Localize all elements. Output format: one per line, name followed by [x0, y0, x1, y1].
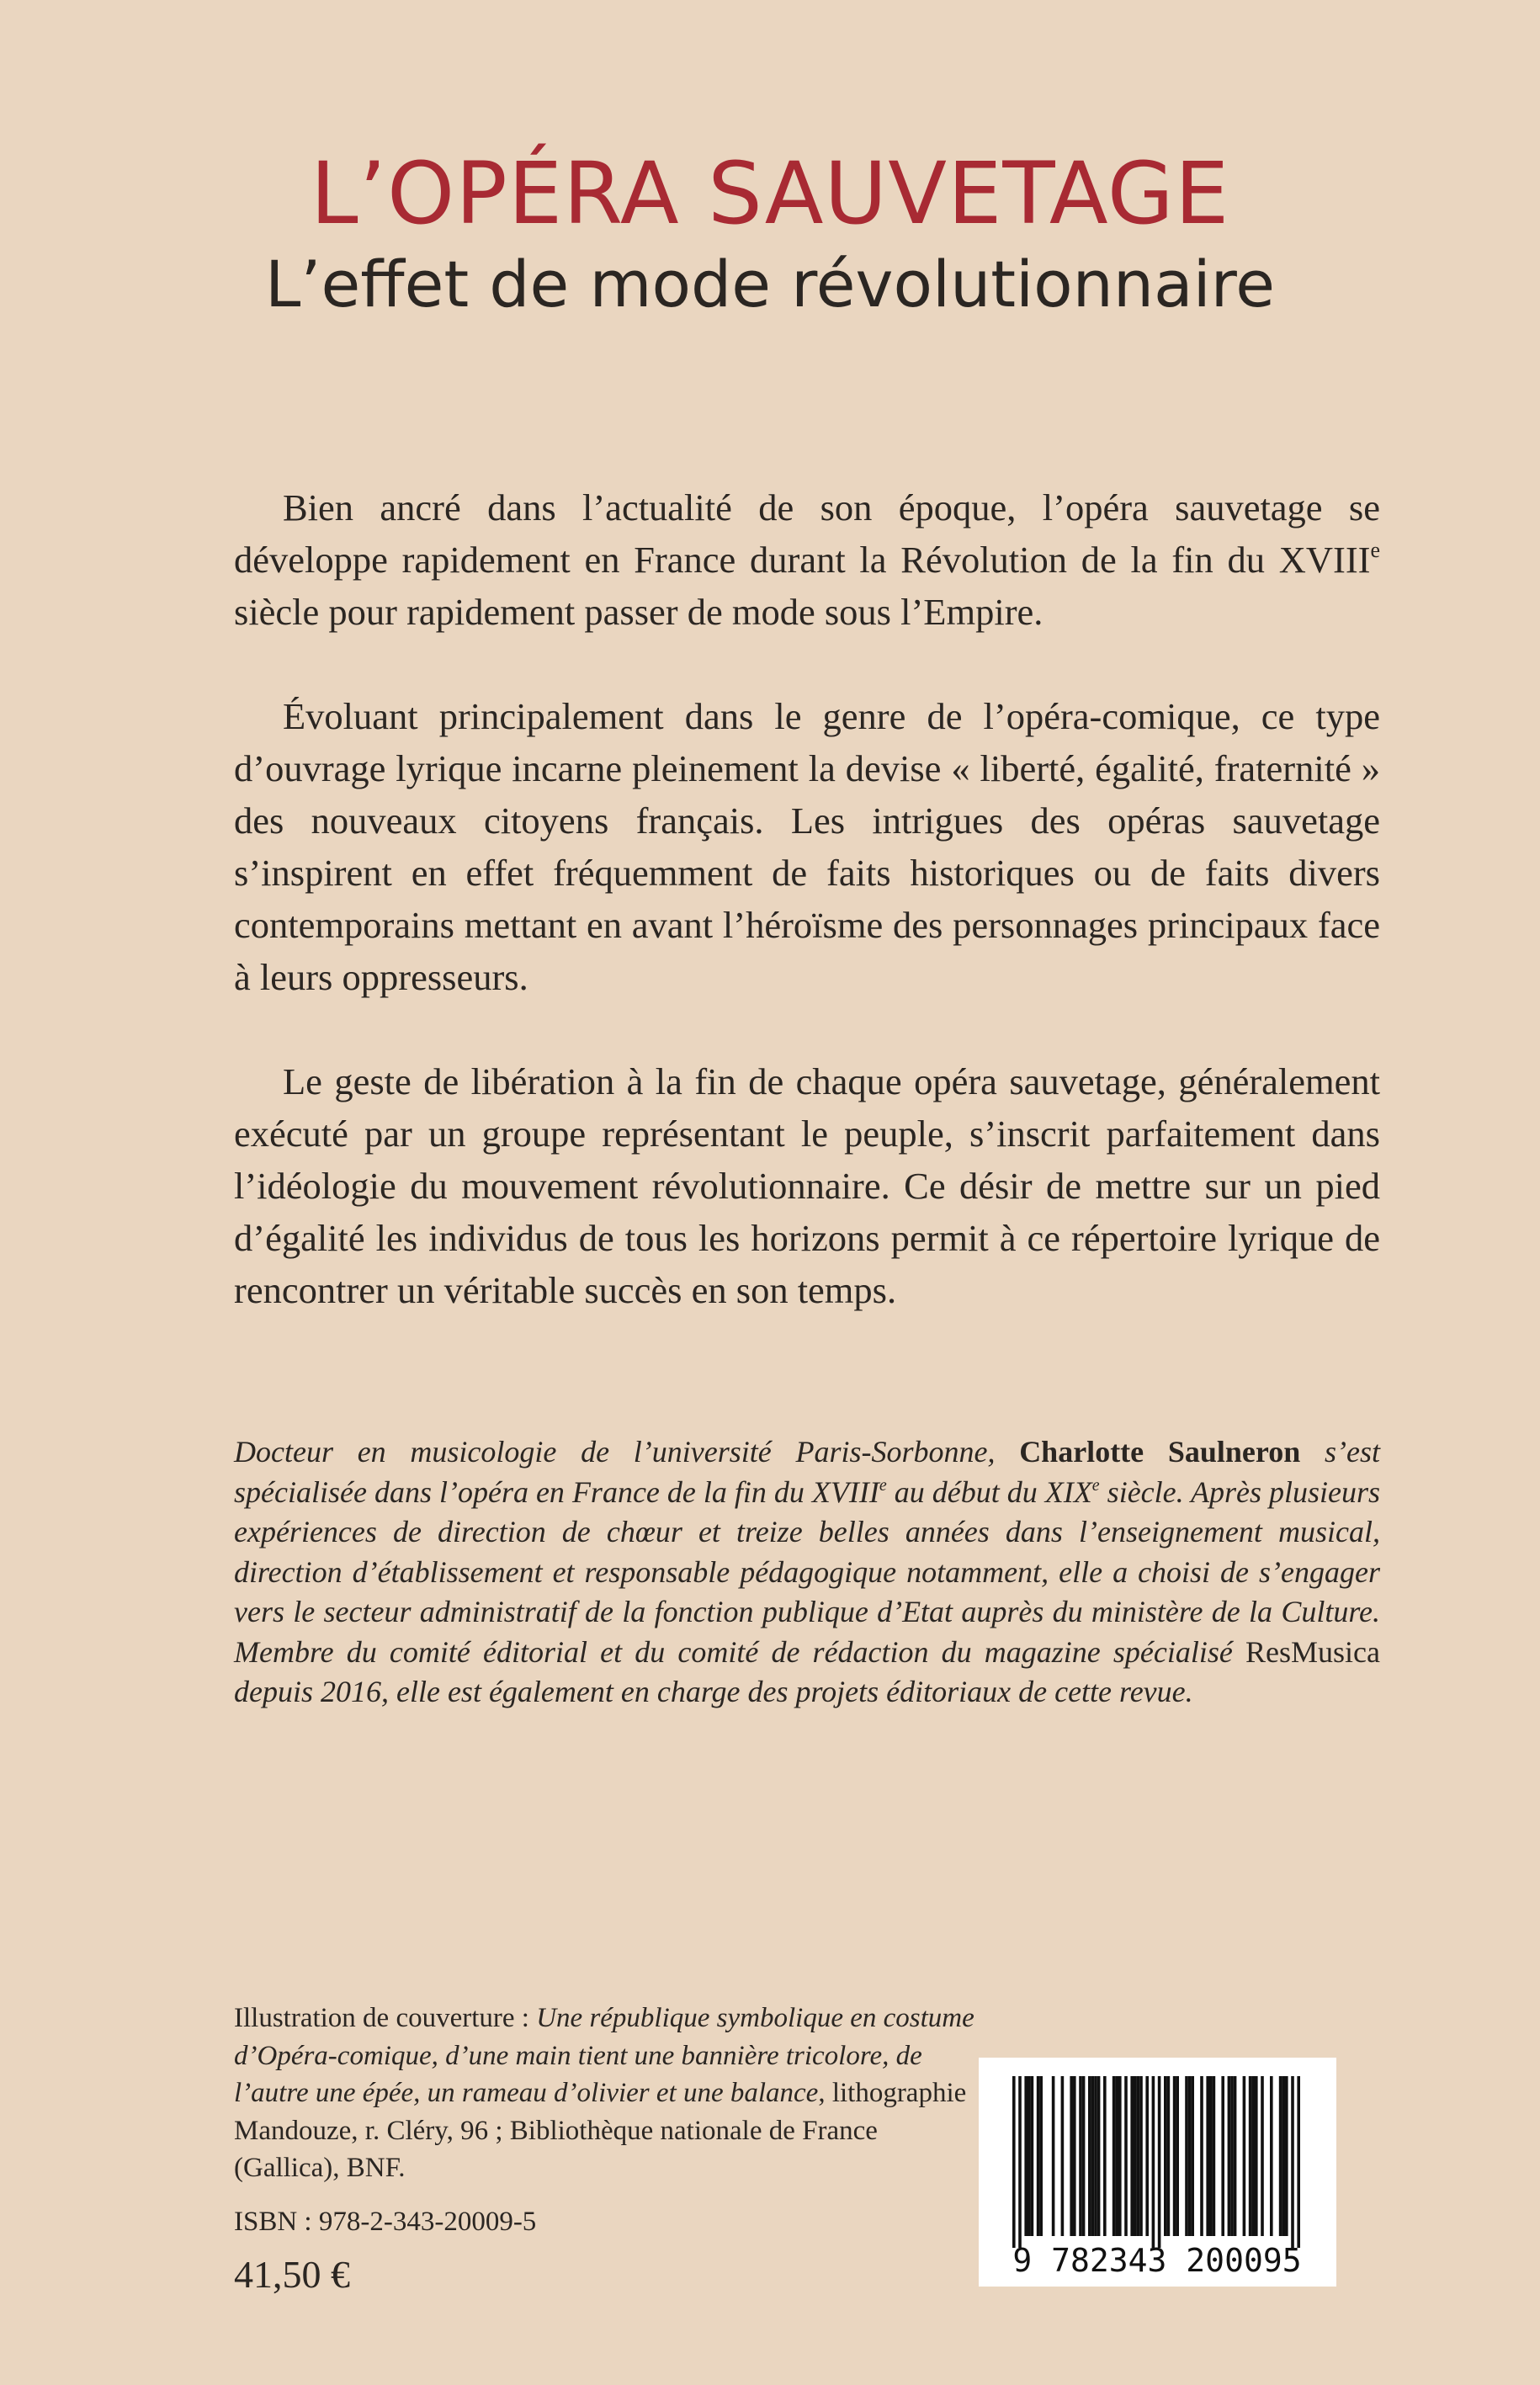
barcode-bar	[1088, 2076, 1091, 2236]
barcode-bar	[1167, 2076, 1171, 2236]
barcode-bar	[1200, 2076, 1203, 2236]
barcode-bar	[1137, 2076, 1140, 2236]
barcode-bar	[1279, 2076, 1282, 2236]
barcode-bar	[1012, 2076, 1016, 2248]
barcode-bar	[1152, 2076, 1155, 2248]
barcode-bar	[1082, 2076, 1086, 2236]
barcode-bar	[1018, 2076, 1022, 2248]
barcode-bar	[1079, 2076, 1082, 2236]
barcode-bar	[1097, 2076, 1101, 2236]
illustration-credits: Illustration de couverture : Une république symbolique en costume d’Opéra-comique, d’une main tient une bannière tricolore, de l’autre une épée, un rameau d’olivier et une balance, lithographie Mandouze, r. Cléry, 96 ; Bibliothèque nationale de France (Gallica), BNF.	[234, 2003, 974, 2183]
barcode-bar	[1061, 2076, 1065, 2236]
barcode-bar	[1130, 2076, 1134, 2236]
summary-paragraph-2: Évoluant principalement dans le genre de l’opéra-comique, ce type d’ouvrage lyrique incarne pleinement la devise « liberté, égalité, fraternité » des nouveaux citoyens français. Les intrigues des opéras sauvetage s’inspirent en effet fréquemment de faits historiques ou de faits divers contemporains mettant en avant l’héroïsme des personnages principaux face à leurs oppresseurs.	[234, 695, 1380, 998]
barcode-bar	[1251, 2076, 1255, 2236]
barcode-bar	[1297, 2076, 1300, 2248]
title-block	[0, 144, 1540, 321]
isbn: ISBN : 978-2-343-20009-5	[234, 2207, 537, 2237]
barcode-bar	[1176, 2076, 1179, 2236]
barcode-bar	[1039, 2076, 1043, 2236]
barcode-bar	[1145, 2076, 1149, 2236]
barcode-bar	[1094, 2076, 1097, 2236]
barcode-bar	[1124, 2076, 1128, 2236]
barcode-bar	[1103, 2076, 1107, 2236]
barcode-bar	[1073, 2076, 1076, 2236]
barcode-bar	[1243, 2076, 1246, 2236]
barcode-bar	[1270, 2076, 1273, 2236]
barcode-bar	[1052, 2076, 1055, 2236]
author-bio: Docteur en musicologie de l’université Paris-Sorbonne, Charlotte Saulneron s’est spécialisée dans l’opéra en France de la fin du XVIIIe au début du XIXe siècle. Après plusieurs expériences de direction de chœur et treize belles années dans l’enseignement musical, direction d’établissement et responsable pédagogique notamment, elle a choisi de s’engager vers le secteur administratif de la fonction publique d’Etat auprès du ministère de la Culture. Membre du comité éditorial et du comité de rédaction du magazine spécialisé ResMusica depuis 2016, elle est également en charge des projets éditoriaux de cette revue.	[234, 1435, 1380, 1708]
barcode-bar	[1139, 2076, 1143, 2236]
author-name: Charlotte Saulneron	[1019, 1435, 1301, 1469]
barcode-bar	[1230, 2076, 1234, 2236]
magazine-name: ResMusica	[1245, 1634, 1380, 1669]
barcode-bar	[1282, 2076, 1285, 2236]
barcode-bars	[979, 2058, 1336, 2287]
barcode-bar	[1255, 2076, 1258, 2236]
barcode-bar	[1249, 2076, 1252, 2236]
barcode-bar	[1158, 2076, 1161, 2248]
barcode	[979, 2058, 1336, 2287]
book-title: L’OPÉRA SAUVETAGE	[310, 144, 1230, 244]
barcode-bar	[1221, 2076, 1224, 2236]
barcode-bar	[1091, 2076, 1095, 2236]
barcode-bar	[1115, 2076, 1118, 2236]
summary-text	[234, 481, 1380, 1368]
barcode-bar	[1191, 2076, 1194, 2236]
barcode-bar	[1113, 2076, 1116, 2236]
summary-paragraph-1: Bien ancré dans l’actualité de son époque, l’opéra sauvetage se développe rapidement en France durant la Révolution de la fin du XVIIIe siècle pour rapidement passer de mode sous l’Empire.	[234, 486, 1380, 633]
book-subtitle: L’effet de mode révolutionnaire	[264, 247, 1276, 321]
barcode-bar	[1134, 2076, 1137, 2236]
barcode-digits: 9 782343 200095	[1012, 2242, 1302, 2279]
summary-paragraph-3: Le geste de libération à la fin de chaque opéra sauvetage, généralement exécuté par un groupe représentant le peuple, s’inscrit parfaitement dans l’idéologie du mouvement révolutionnaire. Ce désir de mettre sur un pied d’égalité les individus de tous les horizons permit à ce répertoire lyrique de rencontrer un véritable succès en son temps.	[234, 1060, 1380, 1311]
barcode-bar	[1285, 2076, 1288, 2236]
barcode-bar	[1209, 2076, 1213, 2236]
barcode-bar	[1291, 2076, 1294, 2248]
barcode-bar	[1024, 2076, 1028, 2236]
barcode-bar	[1031, 2076, 1034, 2236]
barcode-bar	[1261, 2076, 1264, 2236]
barcode-bar	[1070, 2076, 1073, 2236]
barcode-bar	[1118, 2076, 1122, 2236]
barcode-bar	[1185, 2076, 1188, 2236]
barcode-bar	[1234, 2076, 1237, 2236]
price: 41,50 €	[234, 2253, 350, 2296]
barcode-bar	[1188, 2076, 1192, 2236]
barcode-bar	[1173, 2076, 1176, 2236]
barcode-bar	[1228, 2076, 1231, 2236]
barcode-bar	[1206, 2076, 1209, 2236]
barcode-bar	[1028, 2076, 1031, 2236]
barcode-bar	[1213, 2076, 1216, 2236]
barcode-bar	[1037, 2076, 1040, 2236]
barcode-bar	[1164, 2076, 1167, 2236]
